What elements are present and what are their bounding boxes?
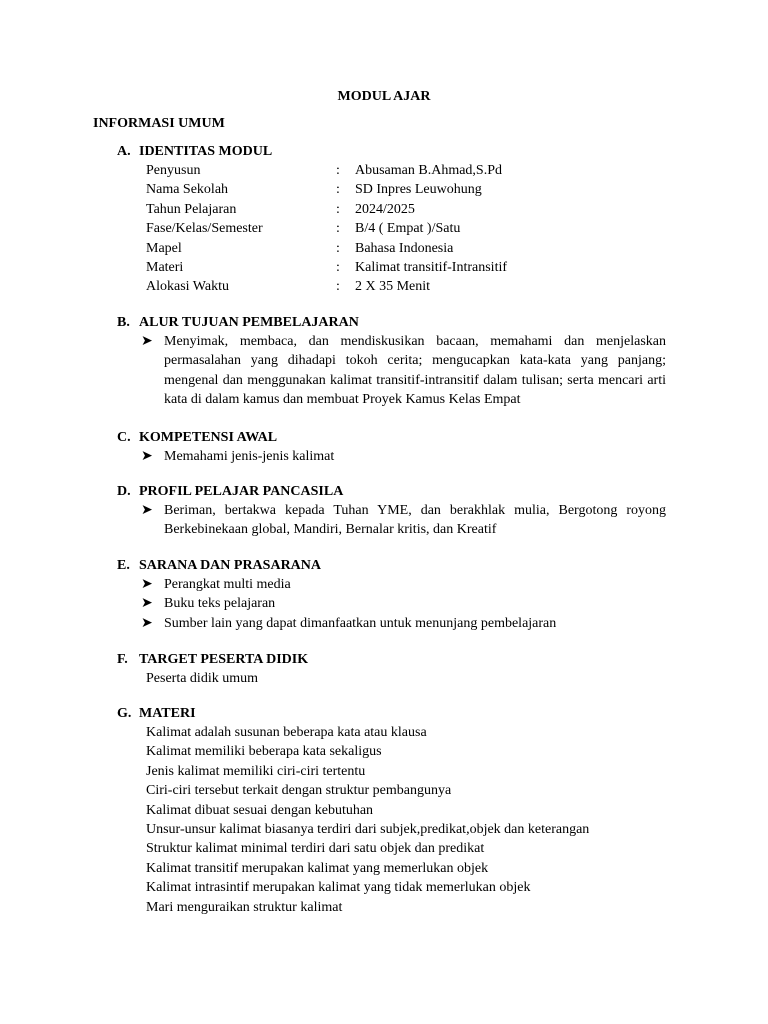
section-title: MATERI — [139, 706, 196, 721]
section-heading — [117, 482, 677, 501]
identity-colon: : — [336, 240, 340, 256]
identity-colon: : — [336, 201, 340, 217]
identity-label: Fase/Kelas/Semester — [146, 221, 263, 237]
section-letter: D. — [117, 484, 131, 499]
list-item-text: Beriman, bertakwa kepada Tuhan YME, dan berakhlak mulia, Bergotong royong Berkebinekaan global, Mandiri, Bernalar kritis, dan Kreatif — [164, 503, 666, 538]
identity-label: Nama Sekolah — [146, 182, 229, 198]
section-heading — [117, 428, 677, 447]
identity-row — [117, 161, 677, 180]
section-title: PROFIL PELAJAR PANCASILA — [139, 484, 344, 499]
arrowhead-bullet-icon: ➤ — [141, 615, 153, 631]
identity-value: Abusaman B.Ahmad,S.Pd — [355, 163, 502, 178]
identity-row — [117, 180, 677, 199]
section-heading — [117, 556, 677, 575]
paragraph-line: Ciri-ciri tersebut terkait dengan struktur pembangunya — [146, 783, 452, 799]
list-item-text: Sumber lain yang dapat dimanfaatkan untuk menunjang pembelajaran — [164, 615, 557, 631]
section-heading — [117, 313, 677, 332]
section-heading — [117, 142, 677, 161]
section-heading — [117, 650, 677, 669]
paragraph-line: Mari menguraikan struktur kalimat — [146, 899, 343, 915]
section-identitas-modul — [117, 142, 677, 297]
paragraph-line: Kalimat dibuat sesuai dengan kebutuhan — [146, 802, 374, 818]
list-item — [117, 332, 677, 410]
identity-label: Tahun Pelajaran — [146, 201, 237, 217]
paragraph-line: Kalimat intrasintif merupakan kalimat yang tidak memerlukan objek — [146, 880, 531, 896]
identity-value: 2024/2025 — [355, 201, 415, 217]
paragraph-line: Unsur-unsur kalimat biasanya terdiri dari subjek,predikat,objek dan keterangan — [146, 822, 590, 838]
identity-row — [117, 219, 677, 238]
list-item — [117, 614, 677, 633]
arrowhead-bullet-icon: ➤ — [141, 577, 153, 592]
paragraph-line: Peserta didik umum — [146, 671, 258, 686]
section-title: ALUR TUJUAN PEMBELAJARAN — [139, 315, 359, 330]
section-title: SARANA DAN PRASARANA — [139, 558, 322, 573]
paragraph-line: Kalimat adalah susunan beberapa kata atau klausa — [146, 725, 427, 740]
list-item-text: Memahami jenis-jenis kalimat — [164, 449, 335, 464]
identity-colon: : — [336, 221, 340, 237]
section-letter: A. — [117, 144, 131, 159]
section-letter: G. — [117, 706, 132, 721]
identity-value: SD Inpres Leuwohung — [355, 182, 482, 198]
identity-row — [117, 200, 677, 219]
identity-colon: : — [336, 163, 340, 178]
identity-label: Alokasi Waktu — [146, 279, 229, 295]
identity-colon: : — [336, 259, 340, 275]
identity-row — [117, 239, 677, 258]
section-alur-tujuan — [117, 313, 677, 410]
list-item — [117, 575, 677, 594]
section-profil-pelajar — [117, 482, 677, 540]
arrowhead-bullet-icon: ➤ — [141, 596, 153, 612]
list-item-text: Buku teks pelajaran — [164, 596, 276, 612]
identity-label: Materi — [146, 259, 184, 275]
identity-colon: : — [336, 279, 340, 295]
identity-label: Penyusun — [146, 163, 201, 178]
list-item-text: Menyimak, membaca, dan mendiskusikan bacaan, memahami dan menjelaskan permasalahan yang dihadapi tokoh cerita; mengucapkan kata-kata yang panjang; mengenal dan menggunakan kalimat transitif-intransitif dalam tulisan; serta mencari arti kata di dalam kamus dan membuat Proyek Kamus Kelas Empat — [164, 334, 666, 408]
section-letter: F. — [117, 652, 128, 667]
section-letter: C. — [117, 430, 131, 445]
section-title: IDENTITAS MODUL — [139, 144, 273, 159]
identity-value: Bahasa Indonesia — [355, 240, 454, 256]
paragraph-line: Jenis kalimat memiliki ciri-ciri tertentu — [146, 763, 366, 779]
section-title: TARGET PESERTA DIDIK — [139, 652, 309, 667]
identity-colon: : — [336, 182, 340, 198]
identity-label: Mapel — [146, 240, 182, 256]
list-item-text: Perangkat multi media — [164, 577, 291, 592]
section-heading — [117, 704, 677, 723]
section-title: KOMPETENSI AWAL — [139, 430, 278, 445]
identity-value: 2 X 35 Menit — [355, 279, 431, 295]
paragraph-line: Struktur kalimat minimal terdiri dari satu objek dan predikat — [146, 841, 485, 857]
identity-row — [117, 277, 677, 296]
identity-row — [117, 258, 677, 277]
main-heading: INFORMASI UMUM — [93, 116, 225, 131]
section-letter: B. — [117, 315, 130, 330]
document-title: MODUL AJAR — [337, 89, 431, 104]
arrowhead-bullet-icon: ➤ — [141, 334, 153, 349]
section-target-peserta — [117, 650, 677, 688]
paragraph-line: Kalimat transitif merupakan kalimat yang memerlukan objek — [146, 860, 489, 876]
section-materi — [117, 704, 677, 917]
paragraph-line: Kalimat memiliki beberapa kata sekaligus — [146, 744, 382, 760]
arrowhead-bullet-icon: ➤ — [141, 449, 153, 464]
list-item — [117, 594, 677, 613]
identity-value: Kalimat transitif-Intransitif — [355, 259, 508, 275]
arrowhead-bullet-icon: ➤ — [141, 503, 153, 518]
section-sarana-prasarana — [117, 556, 677, 633]
list-item — [117, 447, 677, 466]
section-kompetensi-awal — [117, 428, 677, 466]
list-item — [117, 501, 677, 540]
section-letter: E. — [117, 558, 130, 573]
identity-value: B/4 ( Empat )/Satu — [355, 221, 461, 237]
